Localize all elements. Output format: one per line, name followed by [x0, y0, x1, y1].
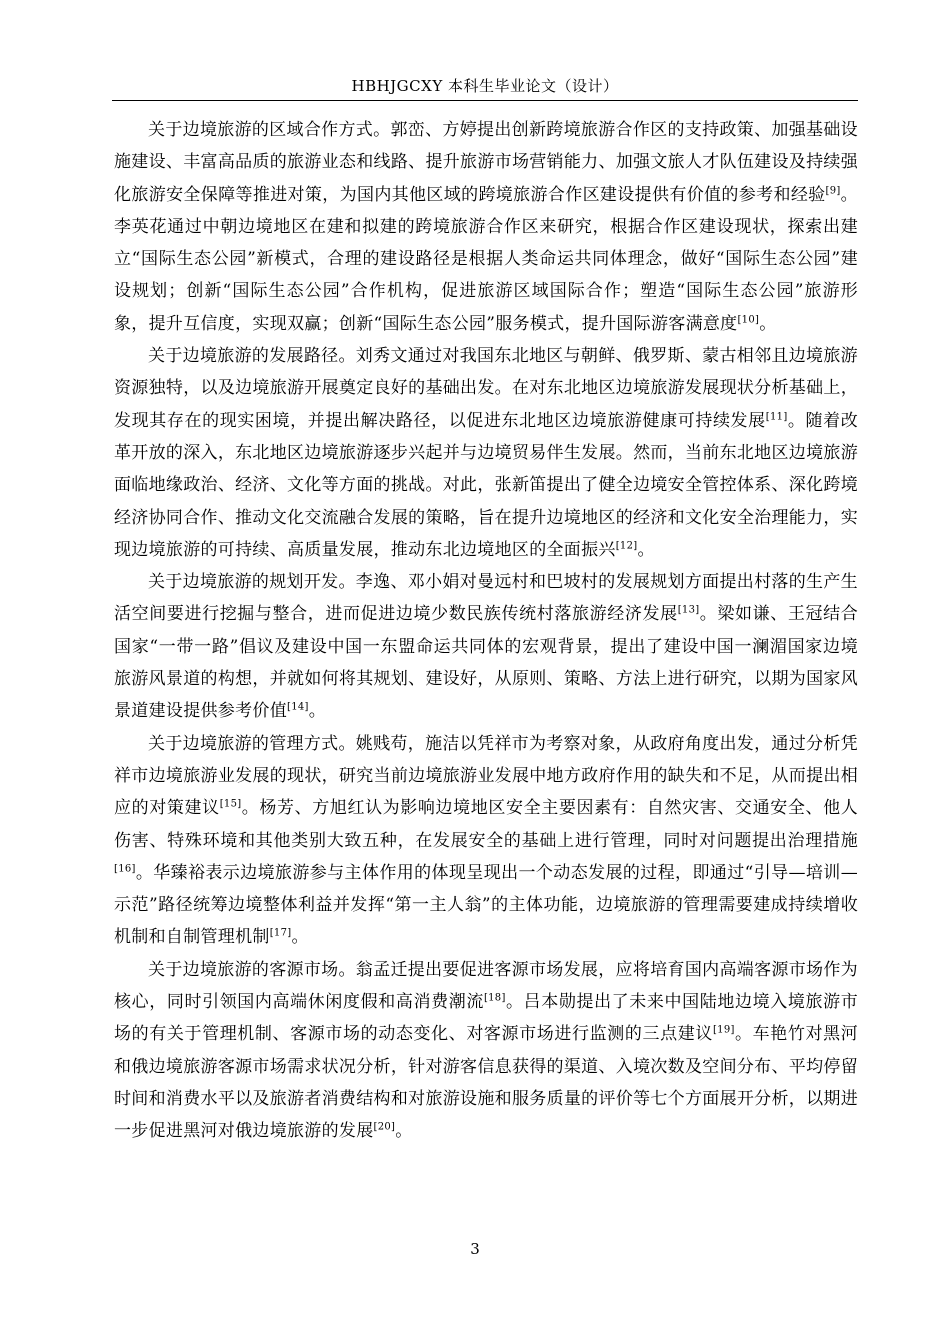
text-run: 。: [308, 701, 327, 722]
text-run: 。梁如谦、王冠结合国家“一带一路”倡议及建设中国一东盟命运共同体的宏观背景，提出了建设中国一澜湄国家边境旅游风景道的构想，并就如何将其规划、建设好，从原则、策略、方法上进行研究，以期为国家风景道建设提供参考价值: [114, 604, 858, 722]
paragraph-source-market: [114, 954, 858, 1148]
paragraph-development-path: [114, 340, 858, 566]
body-text: [114, 114, 858, 1148]
text-run: 。: [637, 539, 655, 560]
text-run: 。李英花通过中朝边境地区在建和拟建的跨境旅游合作区来研究，根据合作区建设现状，探索出建立“国际生态公园”新模式，合理的建设路径是根据人类命运共同体理念，做好“国际生态公园”建设规划；创新“国际生态公园”合作机构，促进旅游区域国际合作；塑造“国际生态公园”旅游形象，提升互信度，实现双赢；创新“国际生态公园”服务模式，提升国际游客满意度: [114, 184, 858, 334]
text-run: 关于边境旅游的客源市场。翁孟迁提出要促进客源市场发展，应将培育国内高端客源市场作为核心，同时引领国内高端休闲度假和高消费潮流: [114, 959, 858, 1013]
page-header: HBHJGCXY 本科生毕业论文（设计）: [351, 77, 619, 95]
citation: [18]: [483, 992, 506, 1004]
citation: [13]: [677, 604, 700, 616]
text-run: 。华臻裕表示边境旅游参与主体作用的体现呈现出一个动态发展的过程，即通过“引导—培训—示范”路径统筹边境整体利益并发挥“第一主人翁”的主体功能，边境旅游的管理需要建成持续增收机制和自制管理机制: [114, 862, 858, 948]
paragraph-regional-cooperation: [114, 114, 858, 340]
citation: [12]: [615, 540, 638, 552]
text-run: 。吕本勋提出了未来中国陆地边境入境旅游市场的有关于管理机制、客源市场的动态变化、对客源市场进行监测的三点建议: [114, 992, 858, 1045]
text-run: 关于边境旅游的发展路径。刘秀文通过对我国东北地区与朝鲜、俄罗斯、蒙古相邻且边境旅游资源独特，以及边境旅游开展奠定良好的基础出发。在对东北地区边境旅游发展现状分析基础上，发现其存在的现实困境，并提出解决路径，以促进东北地区边境旅游健康可持续发展: [114, 346, 858, 431]
citation: [19]: [712, 1024, 735, 1036]
citation: [16]: [114, 863, 136, 875]
citation: [9]: [825, 184, 841, 196]
text-run: 。杨芳、方旭红认为影响边境地区安全主要因素有：自然灾害、交通安全、他人伤害、特殊环境和其他类别大致五种，在发展安全的基础上进行管理，同时对问题提出治理措施: [114, 798, 858, 851]
citation: [17]: [269, 927, 292, 939]
text-run: 关于边境旅游的管理方式。姚贱苟，施洁以凭祥市为考察对象，从政府角度出发，通过分析凭祥市边境旅游业发展的现状，研究当前边境旅游业发展中地方政府作用的缺失和不足，从而提出相应的对策建议: [114, 733, 858, 819]
citation: [10]: [737, 314, 760, 326]
paragraph-management-methods: [114, 728, 858, 954]
text-run: 。随着改革开放的深入，东北地区边境旅游逐步兴起并与边境贸易伴生发展。然而，当前东北地区边境旅游面临地缘政治、经济、文化等方面的挑战。对此，张新笛提出了健全边境安全管控体系、深化跨境经济协同合作、推动文化交流融合发展的策略，旨在提升边境地区的经济和文化安全治理能力，实现边境旅游的可持续、高质量发展，推动东北边境地区的全面振兴: [114, 410, 858, 560]
citation: [11]: [765, 411, 788, 423]
page-number: 3: [470, 1240, 480, 1258]
paragraph-planning-development: [114, 566, 858, 727]
text-run: 。: [395, 1121, 413, 1142]
text-run: 关于边境旅游的规划开发。李逸、邓小娟对曼远村和巴坡村的发展规划方面提出村落的生产生活空间要进行挖掘与整合，进而促进边境少数民族传统村落旅游经济发展: [114, 572, 858, 625]
text-run: 。: [759, 313, 777, 334]
text-run: 。: [291, 927, 309, 948]
text-run: 。车艳竹对黑河和俄边境旅游客源市场需求状况分析，针对游客信息获得的渠道、入境次数及空间分布、平均停留时间和消费水平以及旅游者消费结构和对旅游设施和服务质量的评价等七个方面展开分析，以期进一步促进黑河对俄边境旅游的发展: [114, 1024, 858, 1142]
text-run: 关于边境旅游的区域合作方式。郭峦、方婷提出创新跨境旅游合作区的支持政策、加强基础设施建设、丰富高品质的旅游业态和线路、提升旅游市场营销能力、加强文旅人才队伍建设及持续强化旅游安全保障等推进对策，为国内其他区域的跨境旅游合作区建设提供有价值的参考和经验: [114, 120, 858, 205]
citation: [20]: [373, 1121, 396, 1133]
header-rule: [112, 100, 858, 101]
citation: [14]: [287, 701, 309, 713]
citation: [15]: [219, 798, 242, 810]
